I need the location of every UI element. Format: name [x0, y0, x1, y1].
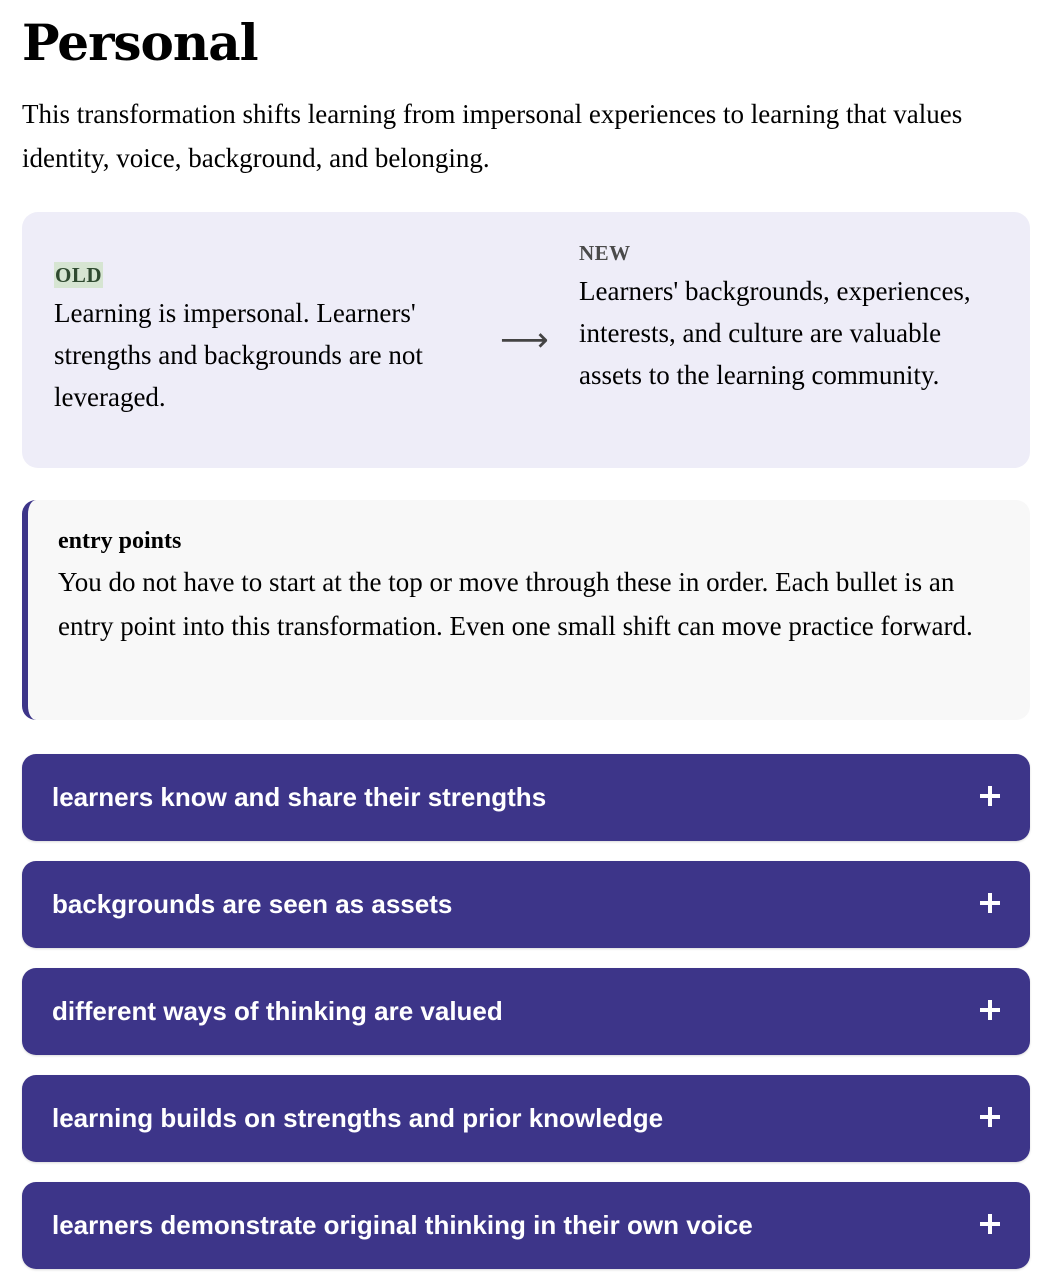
accordion-item-backgrounds[interactable]	[22, 861, 1030, 948]
accordion-item-original-thinking[interactable]	[22, 1182, 1030, 1269]
plus-icon[interactable]	[980, 1000, 1000, 1020]
accordion-item-label: learners know and share their strengths	[52, 782, 547, 812]
accordion-item-label: backgrounds are seen as assets	[52, 889, 453, 919]
page	[22, 14, 1030, 1269]
accordion	[22, 754, 1030, 1269]
new-column	[579, 240, 999, 396]
accordion-item-thinking[interactable]	[22, 968, 1030, 1055]
callout-title: entry points	[58, 528, 182, 554]
callout-text: You do not have to start at the top or move through these in order. Each bullet is an entry point into this transformation. Even one small shift can move practice forward.	[58, 567, 973, 641]
accordion-item-label: learning builds on strengths and prior knowledge	[52, 1103, 664, 1133]
right-arrow-icon: ⟶	[500, 320, 549, 360]
accordion-item-strengths[interactable]	[22, 754, 1030, 841]
old-label: OLD	[55, 263, 103, 287]
plus-icon[interactable]	[980, 786, 1000, 806]
plus-icon[interactable]	[980, 893, 1000, 913]
old-column	[54, 262, 464, 418]
old-new-comparison	[22, 212, 1030, 468]
old-text: Learning is impersonal. Learners' strengths and backgrounds are not leveraged.	[54, 298, 423, 412]
accordion-item-label: learners demonstrate original thinking in their own voice	[52, 1210, 753, 1240]
page-title: Personal	[22, 13, 258, 72]
page-intro: This transformation shifts learning from impersonal experiences to learning that values identity, voice, background, and belonging.	[22, 99, 963, 173]
new-text: Learners' backgrounds, experiences, interests, and culture are valuable assets to the learning community.	[579, 276, 971, 390]
plus-icon[interactable]	[980, 1214, 1000, 1234]
accordion-item-prior-knowledge[interactable]	[22, 1075, 1030, 1162]
plus-icon[interactable]	[980, 1107, 1000, 1127]
accordion-item-label: different ways of thinking are valued	[52, 996, 503, 1026]
new-label: NEW	[579, 241, 631, 265]
entry-points-callout	[22, 500, 1030, 720]
